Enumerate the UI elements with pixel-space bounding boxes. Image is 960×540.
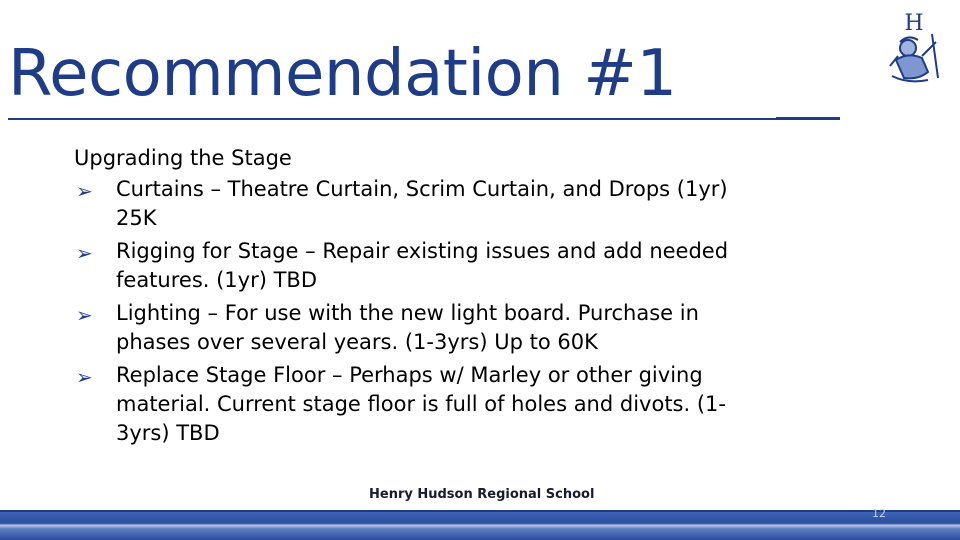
arrow-bullet-icon: ➢	[76, 365, 93, 389]
list-item	[74, 175, 734, 233]
arrow-bullet-icon: ➢	[76, 303, 93, 327]
list-item	[74, 237, 734, 295]
footer-school-name: Henry Hudson Regional School	[369, 487, 595, 502]
bullet-text: Rigging for Stage – Repair existing issues and add needed features. (1yr) TBD	[116, 239, 729, 292]
list-item	[74, 361, 734, 448]
slide-body	[74, 144, 734, 452]
title-underline	[8, 118, 840, 120]
bullet-text: Curtains – Theatre Curtain, Scrim Curtain, and Drops (1yr) 25K	[116, 177, 728, 230]
logo-letter: H	[904, 11, 924, 36]
bullet-list	[74, 175, 734, 448]
footer-band	[0, 512, 960, 540]
slide-number: 12	[872, 507, 886, 520]
list-item	[74, 299, 734, 357]
slide-title: Recommendation #1	[8, 37, 677, 111]
school-logo	[878, 8, 950, 88]
bullet-text: Lighting – For use with the new light board. Purchase in phases over several years. (1-3yrs) Up to 60K	[116, 301, 699, 354]
arrow-bullet-icon: ➢	[76, 179, 93, 203]
bullet-text: Replace Stage Floor – Perhaps w/ Marley or other giving material. Current stage floor is full of holes and divots. (1-3yrs) TBD	[116, 363, 726, 445]
subheading: Upgrading the Stage	[74, 146, 292, 170]
arrow-bullet-icon: ➢	[76, 241, 93, 265]
